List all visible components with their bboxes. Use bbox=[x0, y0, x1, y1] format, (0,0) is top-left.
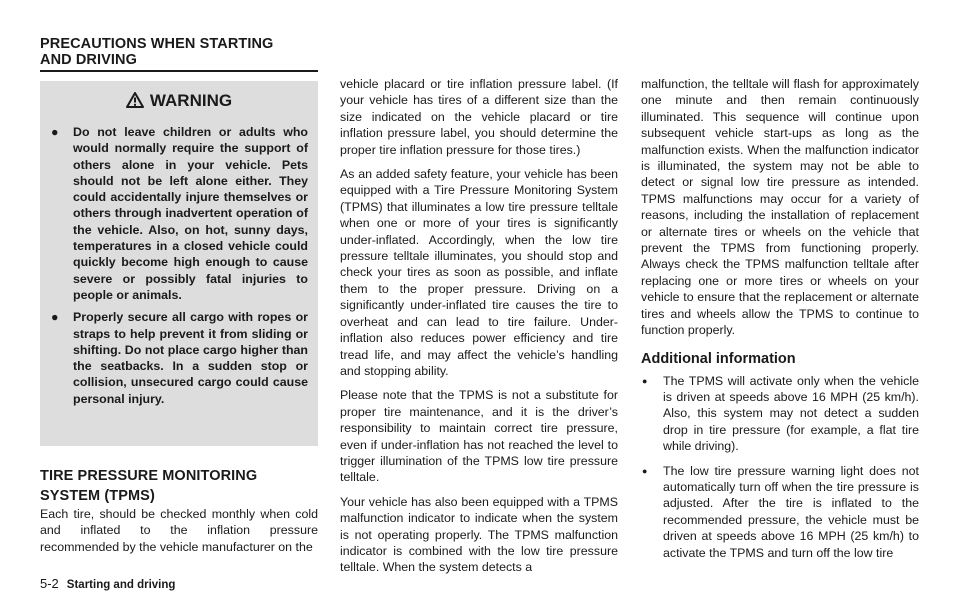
footer-section-name: Starting and driving bbox=[66, 579, 176, 591]
warning-title: WARNING bbox=[149, 91, 233, 110]
tpms-title bbox=[40, 466, 318, 506]
page-footer bbox=[40, 576, 175, 593]
section-title-line1: PRECAUTIONS WHEN STARTING bbox=[40, 36, 274, 52]
tpms-title-line1: TIRE PRESSURE MONITORING bbox=[40, 468, 258, 484]
list-item bbox=[641, 373, 919, 455]
warning-box bbox=[40, 81, 318, 446]
list-item bbox=[641, 463, 919, 561]
additional-info-list bbox=[641, 373, 919, 561]
paragraph: malfunction, the telltale will flash for approximately one minute and then remain continuously illuminated. This sequence will continue upon subsequent vehicle start-ups as long as the malfunction exists. When the malfunction indicator is illuminated, the system may not be able to detect or signal low tire pressure as intended. TPMS malfunctions may occur for a variety of reasons, including the installation of replacement or alternate tires or wheels on the vehicle that prevent the TPMS from functioning properly. Always check the TPMS malfunction telltale after replacing one or more tires or wheels on your vehicle to ensure that the replacement or alternate tires and wheels allow the TPMS to continue to function properly. bbox=[641, 77, 919, 338]
tpms-title-line2: SYSTEM (TPMS) bbox=[40, 488, 155, 504]
paragraph: Each tire, should be checked monthly when cold and inflated to the inflation pressure recommended by the vehicle manufacturer on the bbox=[40, 507, 318, 554]
warning-item bbox=[40, 124, 318, 303]
list-item-text: The low tire pressure warning light does not automatically turn off when the tire pressure is adjusted. After the tire is inflated to the recommended pressure, the vehicle must be driven at speeds above 16 MPH (25 km/h) to activate the TPMS and turn off the low tire bbox=[663, 463, 919, 560]
tpms-intro bbox=[40, 506, 318, 563]
bullet: ● bbox=[642, 465, 648, 476]
section-title bbox=[40, 36, 318, 68]
column-2 bbox=[340, 76, 618, 584]
page-number: 5-2 bbox=[40, 576, 59, 591]
additional-info-title: Additional information bbox=[641, 350, 796, 367]
bullet: ● bbox=[51, 125, 59, 139]
column-3 bbox=[641, 76, 919, 569]
paragraph: vehicle placard or tire inflation pressure label. (If your vehicle has tires of a different size than the size indicated on the vehicle placard or tire inflation pressure label, you should determine the proper tire inflation pressure for those tires.) bbox=[340, 77, 618, 157]
section-title-line2: AND DRIVING bbox=[40, 52, 137, 68]
paragraph: Please note that the TPMS is not a substitute for proper tire maintenance, and it is the driver’s responsibility to maintain correct tire pressure, even if under-inflation has not reached the level to trigger illumination of the TPMS low tire pressure telltale. bbox=[340, 388, 618, 485]
section-title-rule bbox=[40, 70, 318, 72]
bullet: ● bbox=[51, 310, 59, 325]
warning-item-text: Properly secure all cargo with ropes or straps to help prevent it from sliding or shifting. Do not place cargo higher than the seatbacks. In a sudden stop or collision, unsecured cargo could cause personal injury. bbox=[73, 310, 308, 406]
list-item-text: The TPMS will activate only when the vehicle is driven at speeds above 16 MPH (25 km/h). Also, this system may not detect a sudden drop in tire pressure (for example, a flat tire while driving). bbox=[663, 373, 919, 454]
warning-list bbox=[40, 124, 318, 413]
warning-item bbox=[40, 309, 318, 407]
bullet: ● bbox=[642, 375, 648, 386]
paragraph: Your vehicle has also been equipped with a TPMS malfunction indicator to indicate when the system is not operating properly. The TPMS malfunction indicator is combined with the low tire pressure telltale. When the system detects a bbox=[340, 494, 618, 575]
warning-triangle-icon bbox=[126, 92, 144, 108]
paragraph: As an added safety feature, your vehicle has been equipped with a Tire Pressure Monitoring System (TPMS) that illuminates a low tire pressure telltale when one or more of your tires is significantly under-inflated. Accordingly, when the low tire pressure telltale illuminates, you should stop and check your tires as soon as possible, and inflate them to the proper pressure. Driving on a significantly under-inflated tire causes the tire to overheat and can lead to tire failure. Under-inflation also reduces power efficiency and tire tread life, and may affect the vehicle’s handling and stopping ability. bbox=[340, 167, 618, 378]
warning-heading bbox=[40, 91, 318, 111]
warning-item-text: Do not leave children or adults who would normally require the support of others alone in your vehicle. Pets should not be left alone either. They could accidentally injure themselves or others through inadvertent operation of the vehicle. Also, on hot, sunny days, temperatures in a closed vehicle could quickly become high enough to cause severe or possibly fatal injuries to people or animals. bbox=[73, 125, 308, 302]
